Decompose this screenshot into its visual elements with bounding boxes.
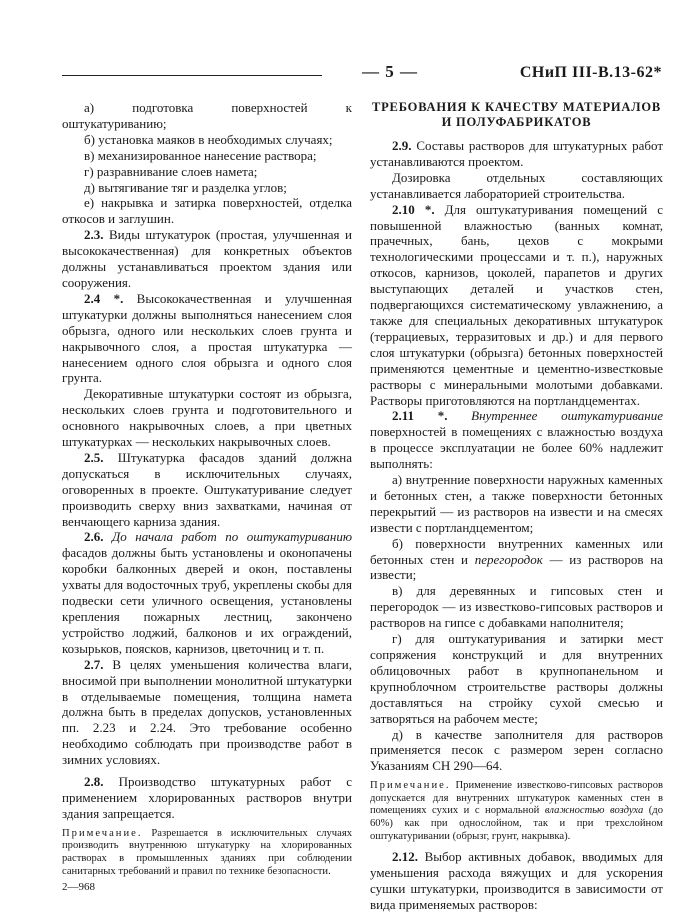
clause-emphasis: Внутреннее оштукатуривание <box>447 408 663 424</box>
list-item: г) разравнивание слоев намета; <box>84 163 258 179</box>
list-emphasis: перегородок <box>474 551 543 567</box>
clause-2-3 <box>62 227 352 291</box>
clause-2-8 <box>62 774 352 822</box>
clause-text: В целях уменьшения количества влаги, вносимой при выполнении монолитной штукатурки в отделываемые помещения, толщина намета должна быть в пределах допусков, установленных пп. 2.23 и 2.24. Это требование особенно необходимо соблюдать при производстве работ в зимних условиях. <box>62 656 352 768</box>
clause-text: Производство штукатурных работ с применением хлорированных растворов внутри здания запрещается. <box>62 774 352 821</box>
note-text: Применение известково-гипсовых растворов допускается для внутренних штукатурок каменных стен в помещениях сухих и с нормальной <box>370 780 663 817</box>
clause-2-6 <box>62 529 352 656</box>
list-text: — из растворов на извести; <box>370 551 663 583</box>
list-item: а) подготовка поверхностей к оштукатуриванию; <box>62 100 352 131</box>
clause-number: 2.7. <box>84 656 104 672</box>
clause-2-10 <box>370 202 663 409</box>
clause-number: 2.10 *. <box>392 201 435 217</box>
clause-number: 2.4 *. <box>84 290 124 306</box>
clause-text: Выбор активных добавок, вводимых для уменьшения расхода вяжущих и для ускорения сушки штукатурки, производится в зависимости от вида применяемых растворов: <box>370 849 663 912</box>
list-item: в) механизированное нанесение раствора; <box>84 147 317 163</box>
clause-text: Для оштукатуривания помещений с повышенной влажностью (ванных комнат, прачечных, бань, цехов с мокрыми технологическими процессами и т. п.), наружных откосов, карнизов, цоколей, парапетов и других выступающих деталей и участков стен, подвергающихся систематическому увлажнению, а также для специальных декоративных штукатурок (террациевых, терразитовых и др.) и для первого слоя штукатурки (обрызга) бетонных поверхностей применяются цементные и цементно-известковые растворы с минеральными молотыми добавками. Растворы приготовляются на портландцементах. <box>370 201 663 408</box>
clause-emphasis: До начала работ по оштукатуриванию <box>103 529 352 545</box>
clause-text: Штукатурка фасадов зданий должна допускаться в исключительных случаях, оговоренных в проекте. Оштукатуривание следует производить сверху вниз захватками, начиная от венчающего карниза здания. <box>62 449 352 529</box>
clause-number: 2.8. <box>84 774 104 790</box>
clause-2-9-continued: Дозировка отдельных составляющих устанавливается лабораторией строительства. <box>370 169 663 201</box>
note-2-8 <box>62 828 352 878</box>
clause-text: фасадов должны быть установлены и оконопачены коробки балконных дверей и окон, поставлены ухваты для водосточных труб, укреплены скобы для подвески сети уличного освещения, установлены крепления пожарных лестниц, закончено устройство лоджий, балконов и их ограждений, козырьков, поясков, карнизов, цветочниц и т. п. <box>62 545 352 656</box>
clause-text: Составы растворов для штукатурных работ устанавливаются проектом. <box>370 138 663 169</box>
clause-text: Виды штукатурок (простая, улучшенная и высококачественная) для конкретных объектов должны устанавливаться проектом здания или сооружения. <box>62 227 352 290</box>
list-item: д) в качестве заполнителя для растворов применяется песок с размером зерен согласно Указаниям СН 290—64. <box>370 726 663 774</box>
clause-number: 2.3. <box>84 227 104 243</box>
list-item <box>370 536 663 584</box>
clause-2-11 <box>370 408 663 472</box>
section-heading: ТРЕБОВАНИЯ К КАЧЕСТВУ МАТЕРИАЛОВ И ПОЛУФАБРИКАТОВ <box>371 100 662 129</box>
clause-2-7 <box>62 657 352 768</box>
note-emphasis: влажностью воздуха <box>544 805 644 817</box>
clause-2-4 <box>62 291 352 386</box>
list-item: в) для деревянных и гипсовых стен и перегородок — из известково-гипсовых растворов и растворов на гипсе с добавками наполнителя; <box>370 583 663 631</box>
clause-number: 2.12. <box>392 849 418 865</box>
clause-text: поверхностей в помещениях с влажностью воздуха в процессе эксплуатации не более 60% надлежит выполнять: <box>370 424 663 472</box>
clause-2-9 <box>370 138 663 170</box>
clause-text: Высококачественная и улучшенная штукатурки должны выполняться нанесением слоя обрызга, одного или нескольких слоев грунта и накрывочного слоя, а простая штукатурка — нанесением одного слоя обрызга и одного слоя грунта. <box>62 290 352 386</box>
clause-2-12 <box>370 849 663 913</box>
list-item: г) для оштукатуривания и затирки мест сопряжения конструкций и для внутренних облицовочных работ в крупнопанельном и крупноблочном строительстве растворы должны доставляться на стройку сухой смесью и затворяться на рабочем месте; <box>370 631 663 726</box>
list-item: д) вытягивание тяг и разделка углов; <box>84 179 287 195</box>
left-column <box>62 100 352 896</box>
clause-2-5 <box>62 450 352 530</box>
clause-number: 2.11 *. <box>392 408 448 424</box>
list-item: б) установка маяков в необходимых случаях; <box>84 131 333 147</box>
header-rule <box>62 75 322 76</box>
right-column <box>370 100 663 913</box>
document-code: СНиП III-В.13-62* <box>519 64 662 81</box>
page-header <box>62 62 662 84</box>
list-item: е) накрывка и затирка поверхностей, отделка откосов и заглушин. <box>62 195 352 227</box>
note-2-11 <box>370 780 663 843</box>
note-label: Примечание. <box>62 827 143 839</box>
signature-mark: 2—968 <box>62 881 95 894</box>
note-text: (до 60%) как при однослойном, так и при трехслойном оштукатуривании (обрызг, грунт, накрывка). <box>370 805 663 842</box>
note-text: Разрешается в исключительных случаях производить внутреннюю штукатурку на хлорированных растворах в промышленных зданиях при соблюдении санитарных требований и правил по технике безопасности. <box>62 827 352 877</box>
clause-number: 2.5. <box>84 449 104 465</box>
clause-number: 2.9. <box>392 138 412 153</box>
note-label: Примечание. <box>370 780 451 792</box>
clause-number: 2.6. <box>84 529 104 545</box>
list-item: а) внутренние поверхности наружных каменных и бетонных стен, а также поверхности бетонных перекрытий — из растворов на извести и на смесях извести с портландцементом; <box>370 472 663 535</box>
page-number: — 5 — <box>362 62 418 81</box>
clause-2-4-continued: Декоративные штукатурки состоят из обрызга, нескольких слоев грунта и подготовительного и основного накрывочных слоев, а при цветных штукатурках — нескольких накрывочных слоев. <box>62 386 352 450</box>
list-text: б) поверхности внутренних каменных или бетонных стен и <box>370 535 663 567</box>
